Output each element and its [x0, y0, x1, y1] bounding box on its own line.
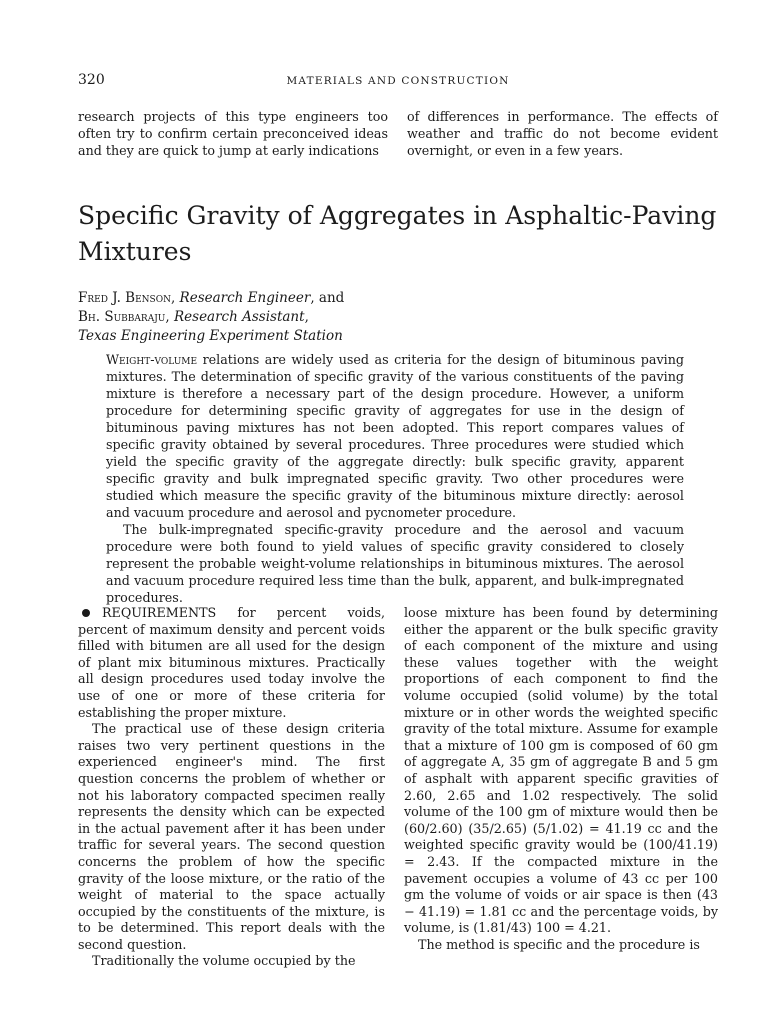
affiliation: Texas Engineering Experiment Station: [78, 328, 343, 344]
page-header: [78, 72, 718, 92]
author-role: Research Engineer: [179, 290, 311, 306]
author-block: [78, 289, 718, 346]
author-line-2: Bh. Subbaraju, Research Assistant,: [78, 309, 309, 325]
article-title: Specific Gravity of Aggregates in Asphaltic-Paving Mixtures: [78, 201, 717, 266]
abstract-paragraph-2: The bulk-impregnated specific-gravity procedure and the aerosol and vacuum procedure were both found to yield values of specific gravity considered to closely represent the probable weight-volume relationships in bituminous mixtures. The aerosol and vacuum procedure required less time than the bulk, apparent, and bulk-impregnated procedures.: [106, 522, 684, 605]
section-lead: REQUIREMENTS: [102, 605, 217, 620]
continuation-left-column: research projects of this type engineers too often try to confirm certain preconceived ideas and they are quick to jump at early indications: [78, 109, 388, 158]
body-paragraph: The method is specific and the procedure is: [418, 936, 700, 952]
author-suffix: ,: [304, 309, 309, 325]
running-head: MATERIALS AND CONSTRUCTION: [286, 75, 510, 87]
body-left-column: [78, 605, 385, 970]
abstract-lead-words: Weight-volume: [106, 352, 198, 367]
author-line-1: Fred J. Benson, Research Engineer, and: [78, 290, 345, 306]
author-name: Fred J. Benson: [78, 290, 171, 306]
abstract: [106, 351, 684, 606]
body-paragraph: The practical use of these design criteria raises two very pertinent questions in the experienced engineer's mind. The first question concerns the problem of whether or not his laboratory compacted specimen really represents the density which can be expected in the actual pavement after it has been under traffic for several years. The second question concerns the problem of how the specific gravity of the loose mixture, or the ratio of the weight of material to the space actually occupied by the constituents of the mixture, is to be determined. This report deals with the second question.: [78, 721, 385, 952]
body-paragraph: Traditionally the volume occupied by the: [92, 953, 356, 969]
author-suffix: , and: [310, 290, 345, 306]
author-name: Bh. Subbaraju: [78, 309, 166, 325]
body-right-column: [404, 605, 718, 953]
bullet-icon: [82, 609, 90, 617]
body-paragraph: loose mixture has been found by determining either the apparent or the bulk specific gravity of each component of the mixture and using these values together with the weight proportions of each component to find the volume occupied (solid volume) by the total mixture or in other words the weighted specific gravity of the total mixture. Assume for example that a mixture of 100 gm is composed of 60 gm of aggregate A, 35 gm of aggregate B and 5 gm of asphalt with apparent specific gravities of 2.60, 2.65 and 1.02 respectively. The solid volume of the 100 gm of mixture would then be (60/2.60) (35/2.65) (5/1.02) = 41.19 cc and the weighted specific gravity would be (100/41.19) = 2.43. If the compacted mixture in the pavement occupies a volume of 43 cc per 100 gm the volume of voids or air space is then (43 − 41.19) = 1.81 cc and the percentage voids, by volume, is (1.81/43) 100 = 4.21.: [404, 605, 718, 936]
page-number: 320: [78, 72, 105, 88]
abstract-paragraph-1: Weight-volume relations are widely used as criteria for the design of bituminous paving mixtures. The determination of specific gravity of the various constituents of the paving mixture is therefore a necessary part of the design procedure. However, a uniform procedure for determining specific gravity of aggregates for use in the design of bituminous paving mixtures has not been adopted. This report compares values of specific gravity obtained by several procedures. Three procedures were studied which yield the specific gravity of the aggregate directly: bulk specific gravity, apparent specific gravity and bulk impregnated specific gravity. Two other procedures were studied which measure the specific gravity of the bituminous mixture directly: aerosol and vacuum procedure and aerosol and pycnometer procedure.: [106, 352, 684, 520]
body-paragraph: REQUIREMENTS for percent voids, percent of maximum density and percent voids filled with bitumen are all used for the design of plant mix bituminous mixtures. Practically all design procedures used today involve the use of one or more of these criteria for establishing the proper mixture.: [78, 605, 385, 720]
continuation-right-column: of differences in performance. The effects of weather and traffic do not become evident overnight, or even in a few years.: [407, 109, 718, 158]
author-role: Research Assistant: [173, 309, 305, 325]
